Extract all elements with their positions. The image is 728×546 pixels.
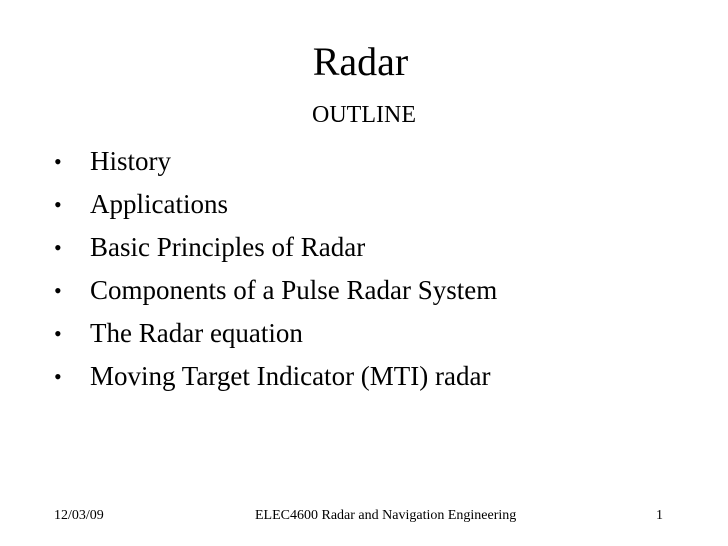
bullet-dot-icon: •: [54, 321, 62, 346]
bullet-dot-icon: •: [54, 149, 62, 174]
bullet-item: [54, 269, 497, 312]
bullet-item: [54, 312, 497, 355]
bullet-dot-icon: •: [54, 192, 62, 217]
bullet-dot-icon: •: [54, 278, 62, 303]
bullet-list: [54, 140, 497, 398]
bullet-text: The Radar equation: [90, 318, 303, 348]
bullet-item: [54, 183, 497, 226]
footer-course-title: ELEC4600 Radar and Navigation Engineering: [255, 508, 517, 523]
bullet-text: Moving Target Indicator (MTI) radar: [90, 361, 491, 391]
bullet-text: Components of a Pulse Radar System: [90, 275, 498, 305]
bullet-dot-icon: •: [54, 364, 62, 389]
bullet-text: Basic Principles of Radar: [90, 232, 366, 262]
slide-subtitle-text: OUTLINE: [312, 102, 416, 128]
slide-title: [0, 38, 728, 86]
bullet-text: History: [90, 146, 171, 176]
bullet-text: Applications: [90, 189, 228, 219]
bullet-dot-icon: •: [54, 235, 62, 260]
bullet-item: [54, 355, 497, 398]
slide-subtitle: [0, 100, 728, 130]
bullet-item: [54, 140, 497, 183]
slide-title-text: Radar: [312, 39, 409, 84]
footer-date: 12/03/09: [54, 508, 104, 523]
footer-page-number: 1: [656, 508, 663, 523]
bullet-item: [54, 226, 497, 269]
